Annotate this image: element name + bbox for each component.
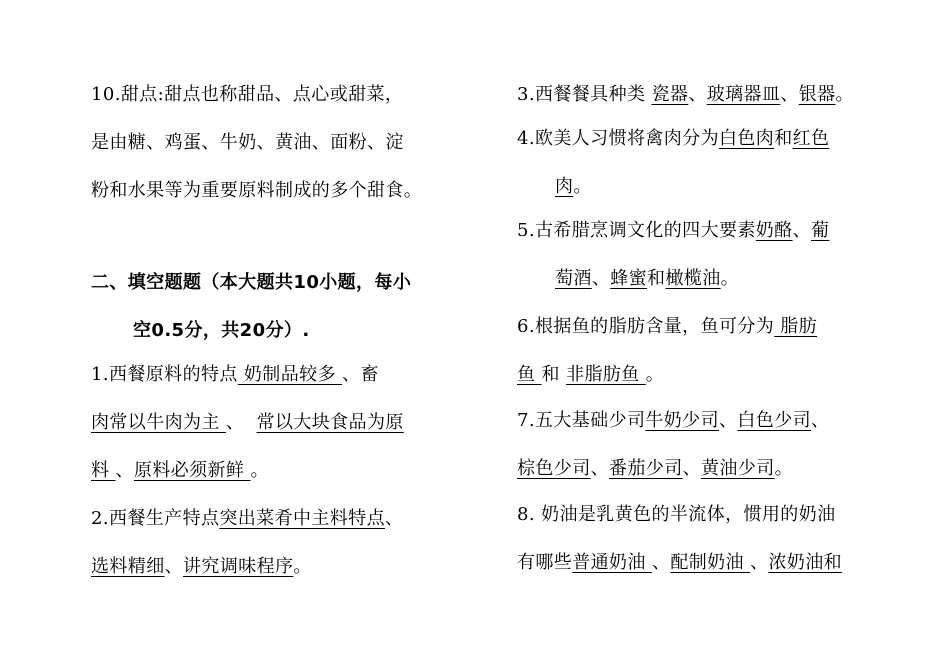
q5-answer-4: 橄榄油 <box>665 268 721 289</box>
q4-answer-1: 白色肉 <box>718 128 775 149</box>
dessert-definition-line-3 <box>91 180 422 202</box>
question-7-line-1 <box>517 410 829 432</box>
q1-answer-4: 原料必须新鲜 <box>133 460 251 481</box>
q3-answer-3: 银器 <box>798 84 836 105</box>
question-6-line-2 <box>517 364 664 386</box>
q7-sep: 、 <box>682 458 702 479</box>
text: 二、填空题题（本大题共10小题，每小 <box>91 272 412 293</box>
q7-answer-2: 白色少司 <box>737 410 811 431</box>
q8-prefix: 有哪些 <box>517 552 573 573</box>
q2-sep: 、 <box>164 556 184 577</box>
q3-end: 。 <box>835 84 854 105</box>
q1-answer-1: 奶制品较多 <box>237 364 343 385</box>
question-8-line-2 <box>517 552 842 574</box>
text: 是由糖、鸡蛋、牛奶、黄油、面粉、淀 <box>91 132 404 153</box>
question-1-line-2 <box>91 412 404 434</box>
q6-answer-2: 非脂肪鱼 <box>566 364 646 385</box>
q1-answer-2: 肉常以牛肉为主 <box>91 412 226 433</box>
q5-prefix: 5.古希腊烹调文化的四大要素 <box>517 220 756 241</box>
text: 空0.5分，共20分）. <box>133 320 310 341</box>
q2-end: 。 <box>293 556 312 577</box>
q4-prefix: 4.欧美人习惯将禽肉分为 <box>517 128 719 149</box>
q3-sep: 、 <box>780 84 799 105</box>
q8-answer-1: 普通奶油 <box>572 552 652 573</box>
question-1-line-3 <box>91 460 269 482</box>
q8-answer-2: 配制奶油 <box>670 552 751 573</box>
q1-answer-3: 常以大块食品为原 <box>256 412 404 433</box>
section-heading-fill-in-blank <box>91 272 411 294</box>
text: 10.甜点:甜点也称甜品、点心或甜菜， <box>91 84 404 105</box>
q5-sep: 、 <box>591 268 611 289</box>
question-2-line-1 <box>91 508 403 530</box>
q7-sep: 、 <box>811 410 830 431</box>
q2-prefix: 2.西餐生产特点 <box>91 508 220 529</box>
q4-answer-2-cont: 肉 <box>555 176 574 197</box>
q4-mid: 和 <box>774 128 793 149</box>
q1-sep: 、 <box>115 460 134 481</box>
q2-answer-2: 选料精细 <box>91 556 165 577</box>
q5-end: 。 <box>720 268 740 289</box>
q5-answer-1: 奶酪 <box>755 220 793 241</box>
q8-sep: 、 <box>750 552 769 573</box>
q8-sep: 、 <box>651 552 671 573</box>
question-2-line-2 <box>91 556 312 578</box>
question-8-line-1 <box>517 504 836 526</box>
q3-answer-1: 瓷器 <box>651 84 689 105</box>
section-heading-fill-in-blank-cont <box>133 320 310 342</box>
question-4-line-2 <box>555 176 592 198</box>
q7-answer-3: 棕色少司 <box>517 458 591 479</box>
q7-end: 。 <box>774 458 794 479</box>
q1-sep: 、畜 <box>342 364 379 385</box>
q2-answer-3: 讲究调味程序 <box>183 556 294 577</box>
text: 粉和水果等为重要原料制成的多个甜食。 <box>91 180 423 201</box>
q6-end: 。 <box>645 364 665 385</box>
q4-end: 。 <box>573 176 592 197</box>
q6-prefix: 6.根据鱼的脂肪含量，鱼可分为 <box>517 316 775 337</box>
question-3 <box>517 84 854 106</box>
q8-answer-3: 浓奶油和 <box>768 552 843 573</box>
question-6-line-1 <box>517 316 817 338</box>
q1-prefix: 1.西餐原料的特点 <box>91 364 238 385</box>
q7-sep: 、 <box>718 410 738 431</box>
q6-answer-1: 脂肪 <box>774 316 818 337</box>
q3-answer-2: 玻璃器皿 <box>706 84 781 105</box>
q2-answer-1: 突出菜肴中主料特点 <box>219 508 385 529</box>
q5-answer-2-cont: 萄酒 <box>555 268 592 289</box>
q7-prefix: 7.五大基础少司 <box>517 410 646 431</box>
q6-mid: 和 <box>541 364 567 385</box>
q5-answer-2: 葡 <box>811 220 830 241</box>
q7-answer-1: 牛奶少司 <box>645 410 719 431</box>
q5-sep: 、 <box>792 220 811 241</box>
q3-sep: 、 <box>688 84 707 105</box>
q2-sep: 、 <box>384 508 404 529</box>
question-1-line-1 <box>91 364 379 386</box>
q7-answer-4: 番茄少司 <box>609 458 683 479</box>
q5-answer-3: 蜂蜜 <box>610 268 648 289</box>
q1-sep: 、 <box>225 412 245 433</box>
q7-answer-5: 黄油少司 <box>701 458 775 479</box>
q7-sep: 、 <box>590 458 610 479</box>
dessert-definition-line-2 <box>91 132 404 154</box>
question-7-line-2 <box>517 458 793 480</box>
question-4-line-1 <box>517 128 829 150</box>
dessert-definition-line-1 <box>91 84 403 106</box>
q1-end: 。 <box>250 460 269 481</box>
q6-answer-1-cont: 鱼 <box>517 364 542 385</box>
q5-mid: 和 <box>647 268 666 289</box>
q1-answer-3-cont: 料 <box>91 460 116 481</box>
q3-prefix: 3.西餐餐具种类 <box>517 84 652 105</box>
q4-answer-2: 红色 <box>792 128 830 149</box>
question-5-line-2 <box>555 268 739 290</box>
text: 8. 奶油是乳黄色的半流体，惯用的奶油 <box>517 504 836 525</box>
question-5-line-1 <box>517 220 829 242</box>
